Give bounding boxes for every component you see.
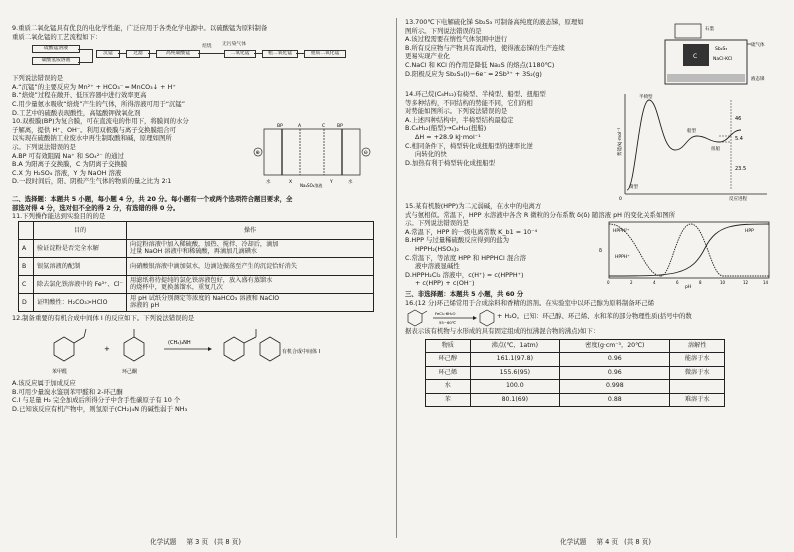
table-row bbox=[426, 380, 725, 394]
cell-solubility: 微溶于水 bbox=[670, 366, 725, 380]
question-16 bbox=[405, 299, 777, 408]
q15-line-2: 式与氨相似。常温下，HPP 水溶液中各含 R 微粒的分布系数 δ(δ) 随溶液 pH 的变化关系如图所 bbox=[405, 210, 676, 219]
label-nacl-kcl: NaCl-KCl bbox=[713, 57, 733, 62]
reactant-1-label: 苯甲醛 bbox=[52, 368, 68, 375]
q11-table bbox=[18, 221, 374, 312]
row-op-2: 溶液的 pH bbox=[130, 302, 160, 310]
question-15 bbox=[405, 202, 777, 290]
flow-crude: 粗二氧化锰 bbox=[262, 50, 298, 58]
label-sb2s3: Sb₂S₃ bbox=[715, 47, 728, 52]
tick-12: 12 bbox=[743, 280, 749, 285]
flow-arrow bbox=[148, 53, 156, 54]
species-hpp: HPP bbox=[745, 229, 754, 234]
q12-reaction-scheme bbox=[12, 323, 372, 377]
q14-option-d: D.加热有利于椅型转化成扭船型 bbox=[405, 158, 496, 167]
row-key: C bbox=[19, 275, 34, 293]
value-46: 46 bbox=[735, 116, 742, 122]
cell-substance: 水 bbox=[426, 380, 471, 394]
flow-nh4hco3: 碳酸氢铵溶液 bbox=[32, 57, 80, 65]
footer-total: (共 8 页) bbox=[624, 538, 651, 546]
q13-option-a: A.该过程需要在惰性气体氛围中进行 bbox=[405, 35, 508, 44]
row-goal: 证明酸性：H₂CO₃>HClO bbox=[34, 293, 127, 311]
table-row bbox=[19, 257, 374, 275]
footer-total: (共 8 页) bbox=[214, 538, 241, 546]
value-5-4: 5.4 bbox=[735, 136, 743, 142]
label-bp-right: BP bbox=[337, 124, 343, 130]
q12-stem: 12.制备重要的有机合成中间体 I 的反应如下。下列说法错误的是 bbox=[12, 313, 195, 322]
label-y: Y bbox=[330, 180, 333, 186]
q13-option-d: D.阳极反应为 Sb₂S₃(l)−6e⁻ ═ 2Sb³⁺ + 3S₂(g) bbox=[405, 69, 542, 78]
header-substance: 物质 bbox=[426, 339, 471, 353]
label-liquid-sb: 液态锑 bbox=[751, 77, 765, 82]
table-row bbox=[19, 293, 374, 311]
q12-option-b: B.可用少量溴水鉴别苯甲醛和 2-环己酮 bbox=[12, 387, 123, 396]
q10-option-c: C.X 为 H₂SO₄ 溶液，Y 为 NaOH 溶液 bbox=[12, 168, 122, 177]
cell-density: 0.998 bbox=[560, 380, 670, 394]
q9-stem: 9.重质二氧化锰具有优良的电化学性能，广泛应用于各类化学电源中。以硫酸锰为原料制备 bbox=[12, 24, 268, 32]
q12-option-c: C.I 与足量 H₂ 完全加成后所得分子中含手性碳原子有 10 个 bbox=[12, 396, 181, 405]
label-c: C bbox=[322, 124, 326, 130]
q9-option-b: B.“焙烧”过程在敞开、低压容器中进行效率更高 bbox=[12, 91, 147, 100]
flow-filter: 过滤 bbox=[126, 50, 150, 58]
q10-option-b: B.A 为阳离子交换膜，C 为阴离子交换膜 bbox=[12, 160, 128, 169]
label-feed: Na₂SO₄溶液 bbox=[300, 183, 323, 189]
cell-solubility: 能溶于水 bbox=[670, 353, 725, 367]
page-4 bbox=[405, 18, 777, 518]
flow-arrow bbox=[118, 53, 126, 54]
cell-substance: 环己烯 bbox=[426, 366, 471, 380]
table-row bbox=[19, 239, 374, 257]
cell-density: 0.96 bbox=[560, 366, 670, 380]
q14-option-b-cont: ΔH = +28.9 kJ·mol⁻¹ bbox=[415, 132, 481, 141]
q13-electrolysis-diagram bbox=[655, 18, 777, 90]
row-op-1: 用 pH 试纸分别测定等浓度的 NaHCO₃ 溶液和 NaClO bbox=[130, 294, 280, 302]
q12-option-a: A.该反应属于加成反应 bbox=[12, 379, 76, 388]
q11-stem: 11.下列操作能达到实验目的的是 bbox=[12, 212, 106, 221]
q16-line-1: 16.(12 分)环己烯常用于合成涂料和香精的溶剂。在实验室中以环己醇为原料制备环己烯 bbox=[405, 298, 654, 307]
header-density: 密度(g·cm⁻³，20℃) bbox=[560, 339, 670, 353]
origin-label: 0 bbox=[619, 197, 622, 202]
table-row bbox=[426, 353, 725, 367]
label-boat: 船型 bbox=[687, 129, 696, 134]
row-key: D bbox=[19, 293, 34, 311]
footer-subject: 化学试题 bbox=[560, 538, 587, 546]
flow-mno2: 二氧化锰 bbox=[224, 50, 256, 58]
row-op-1: 向淀粉溶液中加入稀硫酸，加热、搅拌、冷却后，滴加 bbox=[130, 240, 279, 248]
cell-boiling-point: 80.1(69) bbox=[470, 393, 560, 407]
q15-option-c: C.常温下，等浓度 HPP 和 HPPHCl 混合溶 bbox=[405, 253, 526, 262]
row-op-2: 过量 NaOH 溶液中和稀硫酸，再滴加几滴碘水 bbox=[130, 248, 258, 256]
flow-arrow bbox=[198, 53, 224, 54]
value-23-5: 23.5 bbox=[735, 166, 747, 172]
flow-merge bbox=[78, 49, 93, 63]
header-boiling-point: 沸点(℃，1atm) bbox=[470, 339, 560, 353]
q13-line-2: 图所示。下列说法错误的是 bbox=[405, 26, 482, 35]
tick-10: 10 bbox=[720, 280, 726, 285]
q13-line-1: 13.700℃下电解硫化锑 Sb₂S₃ 可制备高纯度的液态锑，原理如 bbox=[405, 18, 584, 26]
footer-subject: 化学试题 bbox=[150, 538, 177, 546]
q14-line-1: 14.环己烷(C₆H₁₂)有椅型、半椅型、船型、扭船型 bbox=[405, 90, 546, 98]
tick-2: 2 bbox=[630, 280, 633, 285]
question-13 bbox=[405, 18, 777, 90]
y-axis-label: 势能/kJ·mol⁻¹ bbox=[618, 127, 623, 156]
q10-option-d: D.一段时间后，阳、阴极产生气体的物质的量之比为 2∶1 bbox=[12, 177, 172, 186]
row-op-2: 的烧杯中，更换蒸馏水，重复几次 bbox=[130, 284, 223, 292]
q15-option-b: B.HPP 与过量稀硫酸反应得到的盐为 bbox=[405, 236, 510, 245]
q9-option-d: D.工艺中的硫酸表现酸性，高锰酸钾做氧化剂 bbox=[12, 108, 141, 117]
flow-roast-label: 焙烧 bbox=[202, 44, 212, 50]
q15-option-d: D.HPPH₂Cl₂ 溶液中，c(H⁺) = c(HPPH⁺) bbox=[405, 270, 524, 279]
cell-density: 0.88 bbox=[560, 393, 670, 407]
table-header-row bbox=[19, 221, 374, 239]
flow-sink: 沉锰 bbox=[96, 50, 120, 58]
row-key: B bbox=[19, 257, 34, 275]
tick-14: 14 bbox=[763, 280, 769, 285]
flow-product: 重质二氧化锰 bbox=[304, 50, 346, 58]
cell-boiling-point: 161.1(97.8) bbox=[470, 353, 560, 367]
q10-line-4: 示。下列说法错误的是 bbox=[12, 142, 76, 151]
q9-flowchart bbox=[12, 41, 384, 74]
q10-electrodialysis-diagram bbox=[252, 119, 372, 189]
species-hpph: HPPH⁺ bbox=[615, 255, 630, 260]
q13-option-c: C.NaCl 和 KCl 的作用是降低 Na₂S 的熔点(1180℃) bbox=[405, 60, 555, 69]
label-twist: 扭船 bbox=[711, 147, 720, 152]
table-row bbox=[426, 393, 725, 407]
label-x: X bbox=[289, 180, 293, 186]
tick-6: 6 bbox=[676, 280, 679, 285]
q10-option-a: A.BP 可有效阻隔 Na⁺ 和 SO₄²⁻ 的通过 bbox=[12, 151, 124, 160]
footer-left bbox=[150, 536, 241, 546]
question-10 bbox=[12, 117, 384, 195]
label-water-left: 水 bbox=[266, 180, 271, 186]
label-half-chair: 半椅型 bbox=[639, 95, 653, 100]
q15-distribution-plot bbox=[595, 218, 777, 290]
cell-solubility bbox=[670, 380, 725, 394]
label-a: A bbox=[298, 124, 302, 130]
table-header-row bbox=[426, 339, 725, 353]
cathode-sign: ⊖ bbox=[363, 150, 368, 157]
catalyst-label: (CH₂)₄NH bbox=[168, 339, 191, 346]
q14-energy-diagram bbox=[601, 90, 777, 202]
label-water-right: 水 bbox=[348, 180, 353, 186]
q16-equation bbox=[405, 307, 777, 327]
row-goal: 除去氯化铁溶液中的 Fe³⁺、Cl⁻ bbox=[34, 275, 127, 293]
header-goal: 目的 bbox=[34, 221, 127, 239]
question-9 bbox=[12, 24, 384, 117]
q15-line-3: 示。下列说法错误的是 bbox=[405, 219, 469, 228]
q15-option-c-cont: 液中溶液显碱性 bbox=[415, 262, 460, 271]
label-bp-left: BP bbox=[277, 124, 283, 130]
temperature-label: 55~60℃ bbox=[439, 320, 457, 326]
q13-option-b: B.所有反应物与产物具有流动性，使得液态锑的生产连续 bbox=[405, 43, 565, 52]
q15-option-b-cont: HPPH₂(HSO₄)₂ bbox=[415, 244, 459, 253]
tick-0: 0 bbox=[607, 280, 610, 285]
q16-line-2: + H₂O。已知：环己醇、环己烯、水和苯的部分物理性质(括号中的数 bbox=[497, 312, 692, 321]
row-op-1: 向硝酸银溶液中滴加氨水，边滴边振荡至产生的沉淀恰好消失 bbox=[130, 262, 298, 270]
q10-line-1: 10.双极膜(BP)为复合膜，可在直流电的作用下，将膜间的水分 bbox=[12, 117, 189, 126]
catalyst-label: FeCl₃·6H₂O bbox=[435, 311, 456, 317]
label-chair: 椅型 bbox=[629, 185, 638, 190]
q9-ask: 下列说法错误的是 bbox=[12, 74, 64, 83]
flow-mnso4: 硫酸锰溶液 bbox=[32, 45, 80, 53]
y-axis-label: δ bbox=[599, 248, 603, 254]
q9-option-a: A.“沉锰”的主要反应为 Mn²⁺ + HCO₃⁻ ═ MnCO₃↓ + H⁺ bbox=[12, 82, 176, 91]
q15-line-1: 15.某有机胺(HPP)为二元弱碱，在水中的电离方 bbox=[405, 202, 542, 210]
table-row bbox=[19, 275, 374, 293]
q9-stem-2: 重质二氧化锰的工艺流程如下： bbox=[12, 32, 102, 41]
tick-8: 8 bbox=[699, 280, 702, 285]
q14-option-c-cont: 向转化的快 bbox=[415, 150, 447, 159]
anode-sign: ⊕ bbox=[255, 150, 260, 157]
cyclohexanol-structure bbox=[405, 307, 495, 327]
q14-option-a: A.上述四种结构中，半椅型结构最稳定 bbox=[405, 115, 514, 124]
table-row bbox=[426, 366, 725, 380]
label-c: C bbox=[693, 53, 698, 60]
label-sulfur-gas: 硫气体 bbox=[751, 43, 765, 48]
page-3 bbox=[12, 24, 384, 524]
q16-line-3: 据表示该有机物与水形成的具有固定组成的恒沸混合物的沸点)如下： bbox=[405, 327, 600, 336]
flow-gas-label: 无污染气体 bbox=[222, 42, 246, 48]
footer-right bbox=[560, 536, 651, 546]
cell-substance: 环己醇 bbox=[426, 353, 471, 367]
header-operation: 操作 bbox=[127, 221, 374, 239]
cell-solubility: 难溶于水 bbox=[670, 393, 725, 407]
q16-properties-table bbox=[425, 339, 725, 408]
q14-option-b: B.C₆H₁₂(船型)→C₆H₁₂(扭船) bbox=[405, 124, 487, 133]
x-axis-label: 反应进程 bbox=[729, 197, 747, 202]
q10-line-3: 以实现在硫酸钠工业废水中再生制取酸和碱，原理如图所 bbox=[12, 134, 172, 143]
q9-option-c: C.用少量氨水吸收“焙烧”产生的气体，所得溶液可用于“沉锰” bbox=[12, 99, 186, 108]
footer-page: 第 4 页 bbox=[596, 538, 619, 546]
section-3-heading: 三、非选择题：本题共 5 小题，共 60 分 bbox=[405, 290, 524, 298]
section-2-line-1: 二、选择题：本题共 5 小题，每小题 4 分，共 20 分。每小题有一个或两个选项符合题目要求，全 bbox=[12, 195, 293, 204]
q12-option-d: D.已知该反应有机产物中，则氢原子(CH₂)₄N 的碱性弱于 NH₃ bbox=[12, 404, 188, 413]
cell-boiling-point: 100.0 bbox=[470, 380, 560, 394]
row-op-1: 用滤纸将待提纯的氯化铁溶液包好，放入盛有蒸馏水 bbox=[130, 276, 273, 284]
q15-option-a: A.常温下，HPP 的一级电离常数 K_b1 = 10⁻⁴ bbox=[405, 227, 538, 236]
product-label: 有机合成中间体 I bbox=[282, 348, 321, 355]
flow-arrow bbox=[296, 53, 304, 54]
question-11 bbox=[12, 212, 384, 312]
row-goal: 验证淀粉是否完全水解 bbox=[34, 239, 127, 257]
label-graphite: 石墨 bbox=[705, 27, 714, 32]
cell-substance: 苯 bbox=[426, 393, 471, 407]
q13-option-b-cont: 更易实现产业化 bbox=[405, 52, 450, 61]
q14-line-3: 对势能如图所示。下列说法错误的是 bbox=[405, 107, 508, 116]
question-12 bbox=[12, 314, 384, 414]
q14-line-2: 等多种结构，不同结构的势能不同，它们的相 bbox=[405, 98, 533, 107]
q14-option-c: C.相同条件下，椅型转化成扭船型的速率比逆 bbox=[405, 141, 533, 150]
tick-4: 4 bbox=[653, 280, 656, 285]
reactant-2-label: 环己酮 bbox=[122, 368, 138, 375]
q15-option-d-cont: + c(HPP) + c(OH⁻) bbox=[415, 279, 475, 288]
flow-mnco3: 高纯碳酸锰 bbox=[156, 50, 200, 58]
cell-boiling-point: 155.6(95) bbox=[470, 366, 560, 380]
species-hpph2: HPPH²⁺ bbox=[613, 229, 630, 234]
header-solubility: 溶解性 bbox=[670, 339, 725, 353]
row-goal: 银氨溶液的配制 bbox=[34, 257, 127, 275]
q10-line-2: 子解离，提供 H⁺、OH⁻。利用双极膜与离子交换膜组合可 bbox=[12, 125, 177, 134]
flow-arrow bbox=[254, 53, 262, 54]
plus-sign: + bbox=[104, 344, 110, 353]
row-key: A bbox=[19, 239, 34, 257]
section-2-line-2: 部选对得 4 分，选对但不全的得 2 分，有选错的得 0 分。 bbox=[12, 203, 180, 212]
question-14 bbox=[405, 90, 777, 202]
x-axis-label: pH bbox=[685, 285, 692, 290]
page-divider bbox=[396, 18, 397, 538]
cell-density: 0.96 bbox=[560, 353, 670, 367]
footer-page: 第 3 页 bbox=[186, 538, 209, 546]
